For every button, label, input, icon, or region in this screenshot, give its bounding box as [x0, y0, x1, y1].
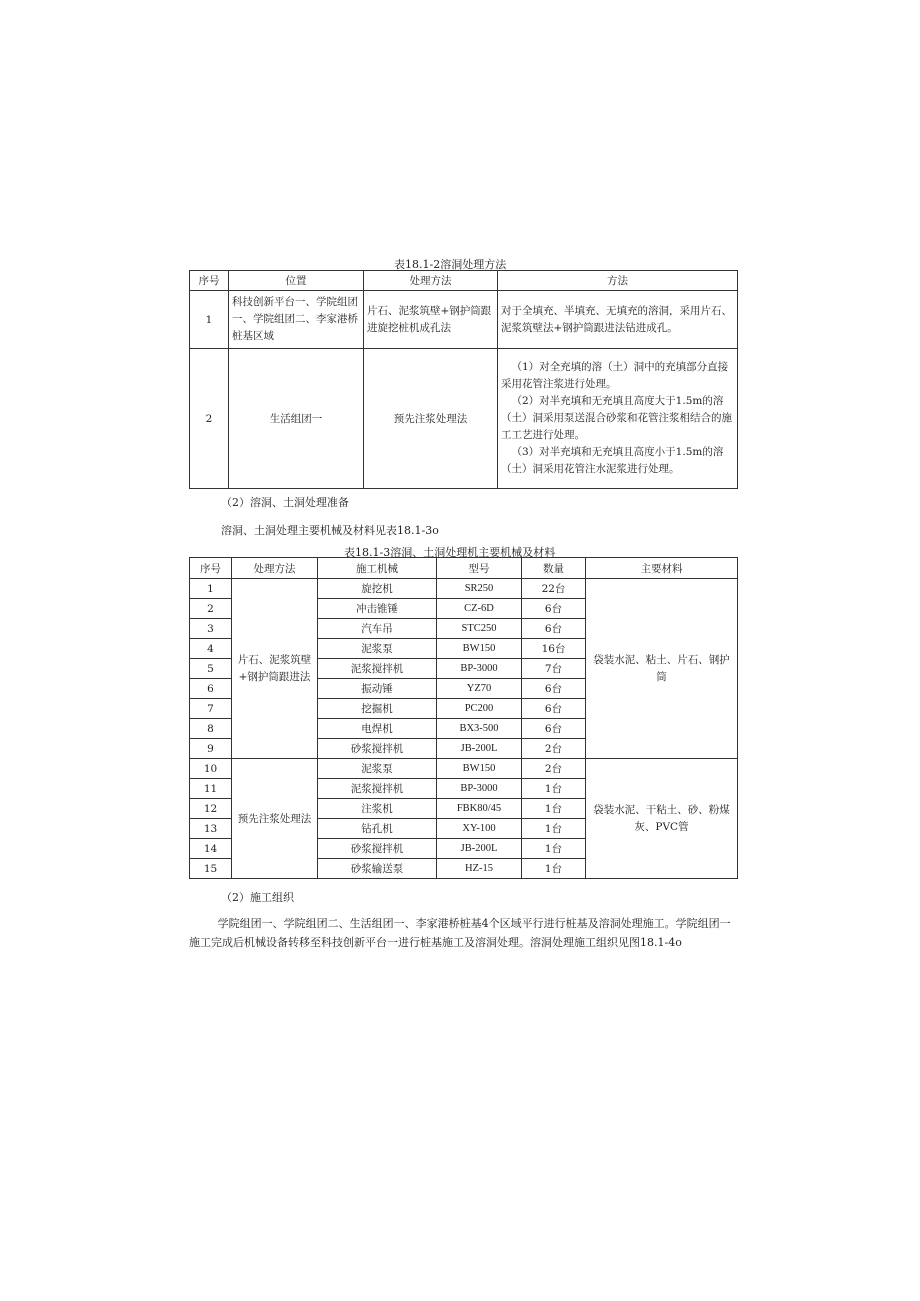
table2-cell-model: BW150: [437, 639, 522, 659]
table2-cell-machine: 泥浆搅拌机: [318, 779, 437, 799]
table2-cell-model: BP-3000: [437, 659, 522, 679]
table1-caption: 表18.1-2溶洞处理方法: [394, 258, 507, 271]
table2-cell-quantity: 6台: [522, 599, 586, 619]
table-row: [190, 579, 738, 599]
table2-cell-no: 9: [190, 739, 232, 759]
table2-cell-model: PC200: [437, 699, 522, 719]
table2-cell-no: 4: [190, 639, 232, 659]
table2-cell-no: 7: [190, 699, 232, 719]
table2-cell-quantity: 7台: [522, 659, 586, 679]
table1-cell-no: 1: [190, 291, 229, 349]
table2-cell-machine: 钻孔机: [318, 819, 437, 839]
table2-cell-quantity: 22台: [522, 579, 586, 599]
section-heading-organization: （2）施工组织: [221, 891, 294, 904]
table1-cell-no: 2: [190, 349, 229, 489]
table2-cell-no: 6: [190, 679, 232, 699]
description-item: （2）对半充填和无充填且高度大于1.5m的溶（土）洞采用泵送混合砂浆和花管注浆相结合的施工工艺进行处理。: [501, 395, 732, 441]
table2-cell-machine: 砂浆搅拌机: [318, 739, 437, 759]
table2-cell-machine: 注浆机: [318, 799, 437, 819]
table2-cell-quantity: 6台: [522, 619, 586, 639]
table2-cell-method-group2: 预先注浆处理法: [232, 759, 318, 879]
table2-cell-machine: 汽车吊: [318, 619, 437, 639]
table-row: [190, 349, 738, 489]
table2-cell-model: JB-200L: [437, 839, 522, 859]
table2-machinery-materials: [189, 557, 738, 879]
table2-cell-method-group1: 片石、泥浆筑壁+钢护筒跟进法: [232, 579, 318, 759]
table1-header-description: 方法: [498, 271, 738, 291]
table1-header-method: 处理方法: [364, 271, 498, 291]
table2-cell-machine: 旋挖机: [318, 579, 437, 599]
description-item: （1）对全充填的溶（土）洞中的充填部分直接采用花管注浆进行处理。: [501, 361, 729, 390]
table2-cell-machine: 泥浆泵: [318, 759, 437, 779]
table2-header-quantity: 数量: [522, 558, 586, 579]
table-row: [190, 291, 738, 349]
table2-cell-machine: 挖掘机: [318, 699, 437, 719]
table1-cell-description: [498, 349, 738, 489]
table2-cell-no: 3: [190, 619, 232, 639]
table2-cell-quantity: 1台: [522, 819, 586, 839]
table2-cell-machine: 冲击锥锤: [318, 599, 437, 619]
table-row: [190, 759, 738, 779]
table2-cell-model: XY-100: [437, 819, 522, 839]
table2-cell-material-group2: 袋装水泥、干粘土、砂、粉煤灰、PVC管: [586, 759, 738, 879]
table2-cell-quantity: 6台: [522, 679, 586, 699]
paragraph-machinery-reference: 溶洞、土洞处理主要机械及材料见表18.1-3o: [221, 524, 439, 537]
table2-cell-model: SR250: [437, 579, 522, 599]
table1-cell-position: 生活组团一: [229, 349, 364, 489]
table2-cell-model: BP-3000: [437, 779, 522, 799]
table1-header-position: 位置: [229, 271, 364, 291]
table2-cell-no: 5: [190, 659, 232, 679]
table2-cell-quantity: 16台: [522, 639, 586, 659]
table2-caption: 表18.1-3溶洞、土洞处理机主要机械及材料: [344, 546, 556, 559]
table2-cell-no: 10: [190, 759, 232, 779]
table2-cell-no: 1: [190, 579, 232, 599]
table2-cell-no: 15: [190, 859, 232, 879]
table2-cell-model: BW150: [437, 759, 522, 779]
description-item: （3）对半充填和无充填且高度小于1.5m的溶（土）洞采用花管注水泥浆进行处理。: [501, 446, 724, 475]
table2-cell-quantity: 2台: [522, 759, 586, 779]
table2-cell-quantity: 1台: [522, 859, 586, 879]
table2-header-material: 主要材料: [586, 558, 738, 579]
table2-cell-no: 8: [190, 719, 232, 739]
table1-cell-position: 科技创新平台一、学院组团一、学院组团二、李家港桥桩基区域: [229, 291, 364, 349]
table1-cell-method: 预先注浆处理法: [364, 349, 498, 489]
table2-cell-no: 11: [190, 779, 232, 799]
table2-cell-quantity: 6台: [522, 699, 586, 719]
table2-header-machine: 施工机械: [318, 558, 437, 579]
table2-cell-quantity: 1台: [522, 839, 586, 859]
table2-cell-model: STC250: [437, 619, 522, 639]
table1-cell-description: 对于全填充、半填充、无填充的溶洞，采用片石、泥浆筑壁法+钢护筒跟进法钻进成孔。: [498, 291, 738, 349]
table2-cell-quantity: 2台: [522, 739, 586, 759]
table2-cell-material-group1: 袋装水泥、粘土、片石、钢护筒: [586, 579, 738, 759]
table2-cell-machine: 砂浆输送泵: [318, 859, 437, 879]
table2-cell-quantity: 1台: [522, 799, 586, 819]
table1-dissolution-cave-methods: [189, 270, 738, 489]
table2-cell-no: 2: [190, 599, 232, 619]
table1-cell-method: 片石、泥浆筑壁+钢护筒跟进旋挖桩机成孔法: [364, 291, 498, 349]
table2-cell-no: 14: [190, 839, 232, 859]
table2-cell-model: JB-200L: [437, 739, 522, 759]
table2-cell-no: 13: [190, 819, 232, 839]
table2-header-method: 处理方法: [232, 558, 318, 579]
table2-cell-quantity: 6台: [522, 719, 586, 739]
table2-cell-machine: 砂浆搅拌机: [318, 839, 437, 859]
table2-cell-machine: 泥浆泵: [318, 639, 437, 659]
table2-cell-model: FBK80/45: [437, 799, 522, 819]
section-heading-preparation: （2）溶洞、土洞处理准备: [221, 496, 349, 509]
table2-cell-machine: 泥浆搅拌机: [318, 659, 437, 679]
table2-cell-model: YZ70: [437, 679, 522, 699]
table2-header-model: 型号: [437, 558, 522, 579]
table2-cell-model: HZ-15: [437, 859, 522, 879]
table1-header-no: 序号: [190, 271, 229, 291]
table2-cell-quantity: 1台: [522, 779, 586, 799]
table2-cell-model: BX3-500: [437, 719, 522, 739]
table2-cell-machine: 电焊机: [318, 719, 437, 739]
table2-cell-no: 12: [190, 799, 232, 819]
table2-cell-model: CZ-6D: [437, 599, 522, 619]
paragraph-organization: 学院组团一、学院组团二、生活组团一、李家港桥桩基4个区域平行进行桩基及溶洞处理施工。学院组团一施工完成后机械设备转移至科技创新平台一进行桩基施工及溶洞处理。溶洞处理施工组织见图18.1-4o: [189, 917, 731, 949]
table2-cell-machine: 振动锤: [318, 679, 437, 699]
table2-header-no: 序号: [190, 558, 232, 579]
